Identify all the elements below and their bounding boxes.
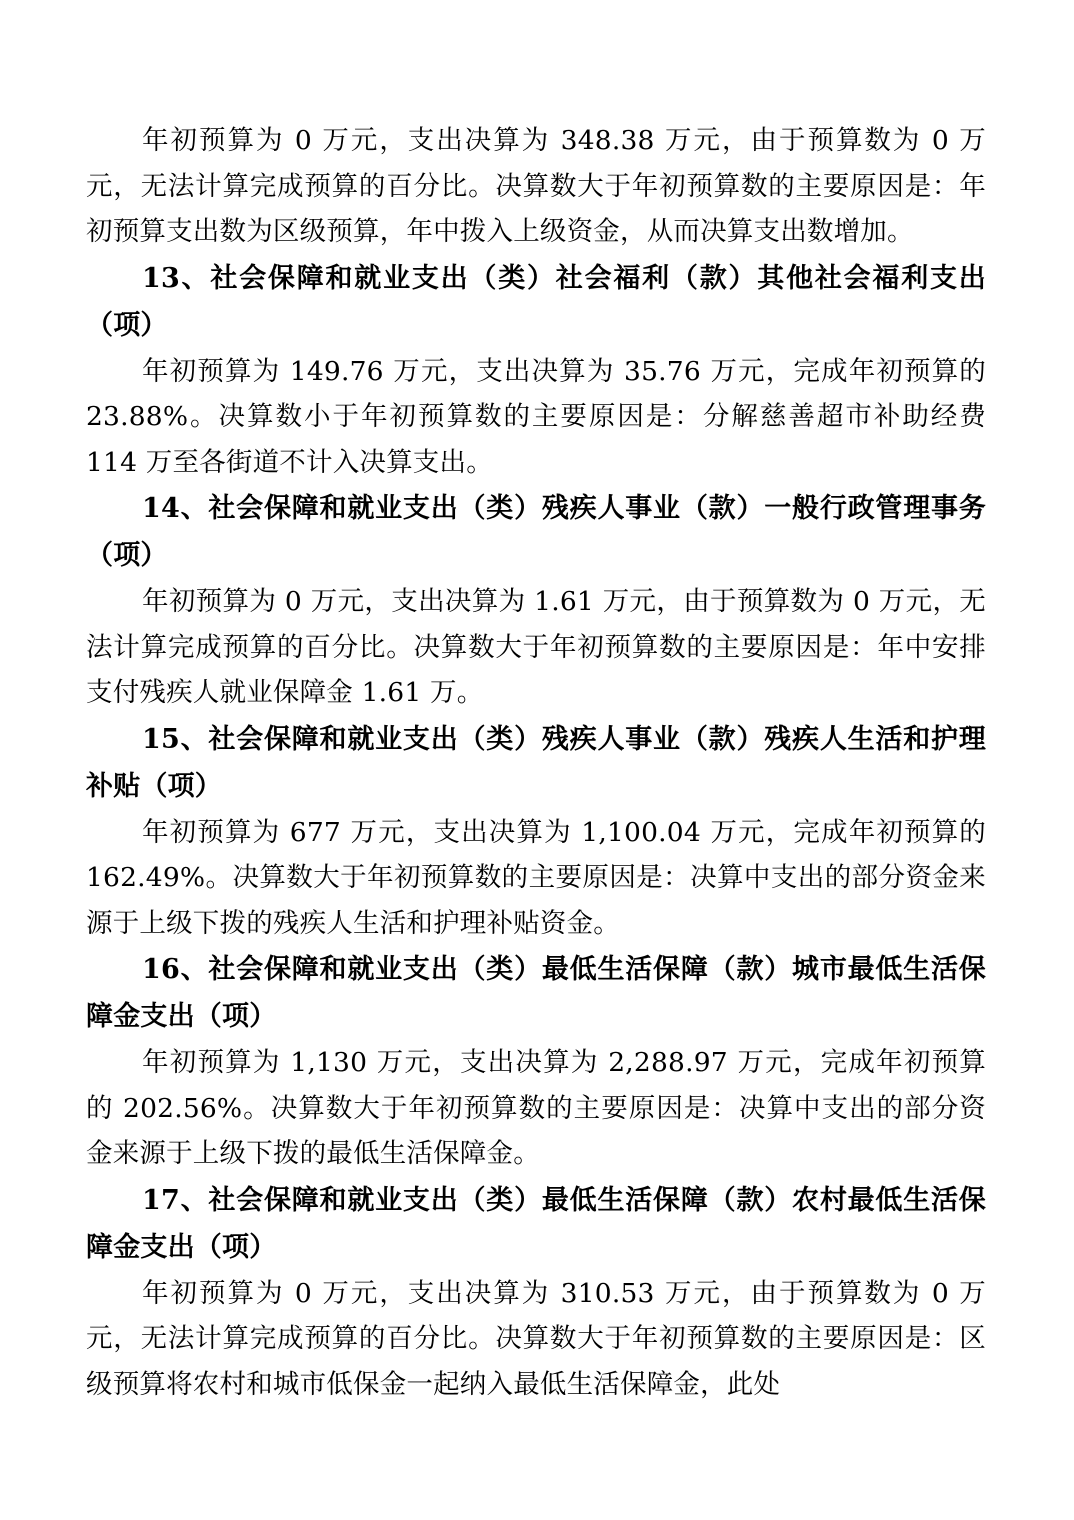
section-heading-13: 13、社会保障和就业支出（类）社会福利（款）其他社会福利支出（项） [86,262,986,341]
paragraph-13: 年初预算为 149.76 万元，支出决算为 35.76 万元，完成年初预算的 23.88%。决算数小于年初预算数的主要原因是：分解慈善超市补助经费 114 万至各街道不计入决算支出。 [86,355,986,478]
paragraph-16: 年初预算为 1,130 万元，支出决算为 2,288.97 万元，完成年初预算的 202.56%。决算数大于年初预算数的主要原因是：决算中支出的部分资金来源于上级下拨的最低生活保障金。 [86,1047,986,1169]
section-heading-14: 14、社会保障和就业支出（类）残疾人事业（款）一般行政管理事务（项） [86,493,986,571]
paragraph-14: 年初预算为 0 万元，支出决算为 1.61 万元，由于预算数为 0 万元，无法计算完成预算的百分比。决算数大于年初预算数的主要原因是：年中安排支付残疾人就业保障金 1.61 万。 [86,586,986,708]
section-heading-17: 17、社会保障和就业支出（类）最低生活保障（款）农村最低生活保障金支出（项） [86,1184,986,1263]
paragraph-15: 年初预算为 677 万元，支出决算为 1,100.04 万元，完成年初预算的 162.49%。决算数大于年初预算数的主要原因是：决算中支出的部分资金来源于上级下拨的残疾人生活和护理补贴资金。 [86,816,986,939]
paragraph-17: 年初预算为 0 万元，支出决算为 310.53 万元，由于预算数为 0 万元，无法计算完成预算的百分比。决算数大于年初预算数的主要原因是：区级预算将农村和城市低保金一起纳入最低生活保障金，此处 [86,1277,986,1400]
section-heading-16: 16、社会保障和就业支出（类）最低生活保障（款）城市最低生活保障金支出（项） [86,954,986,1032]
paragraph-continuation: 年初预算为 0 万元，支出决算为 348.38 万元，由于预算数为 0 万元，无法计算完成预算的百分比。决算数大于年初预算数的主要原因是：年初预算支出数为区级预算，年中拨入上级资金，从而决算支出数增加。 [86,125,986,247]
section-heading-15: 15、社会保障和就业支出（类）残疾人事业（款）残疾人生活和护理补贴（项） [86,723,986,802]
page-content [86,118,986,1407]
